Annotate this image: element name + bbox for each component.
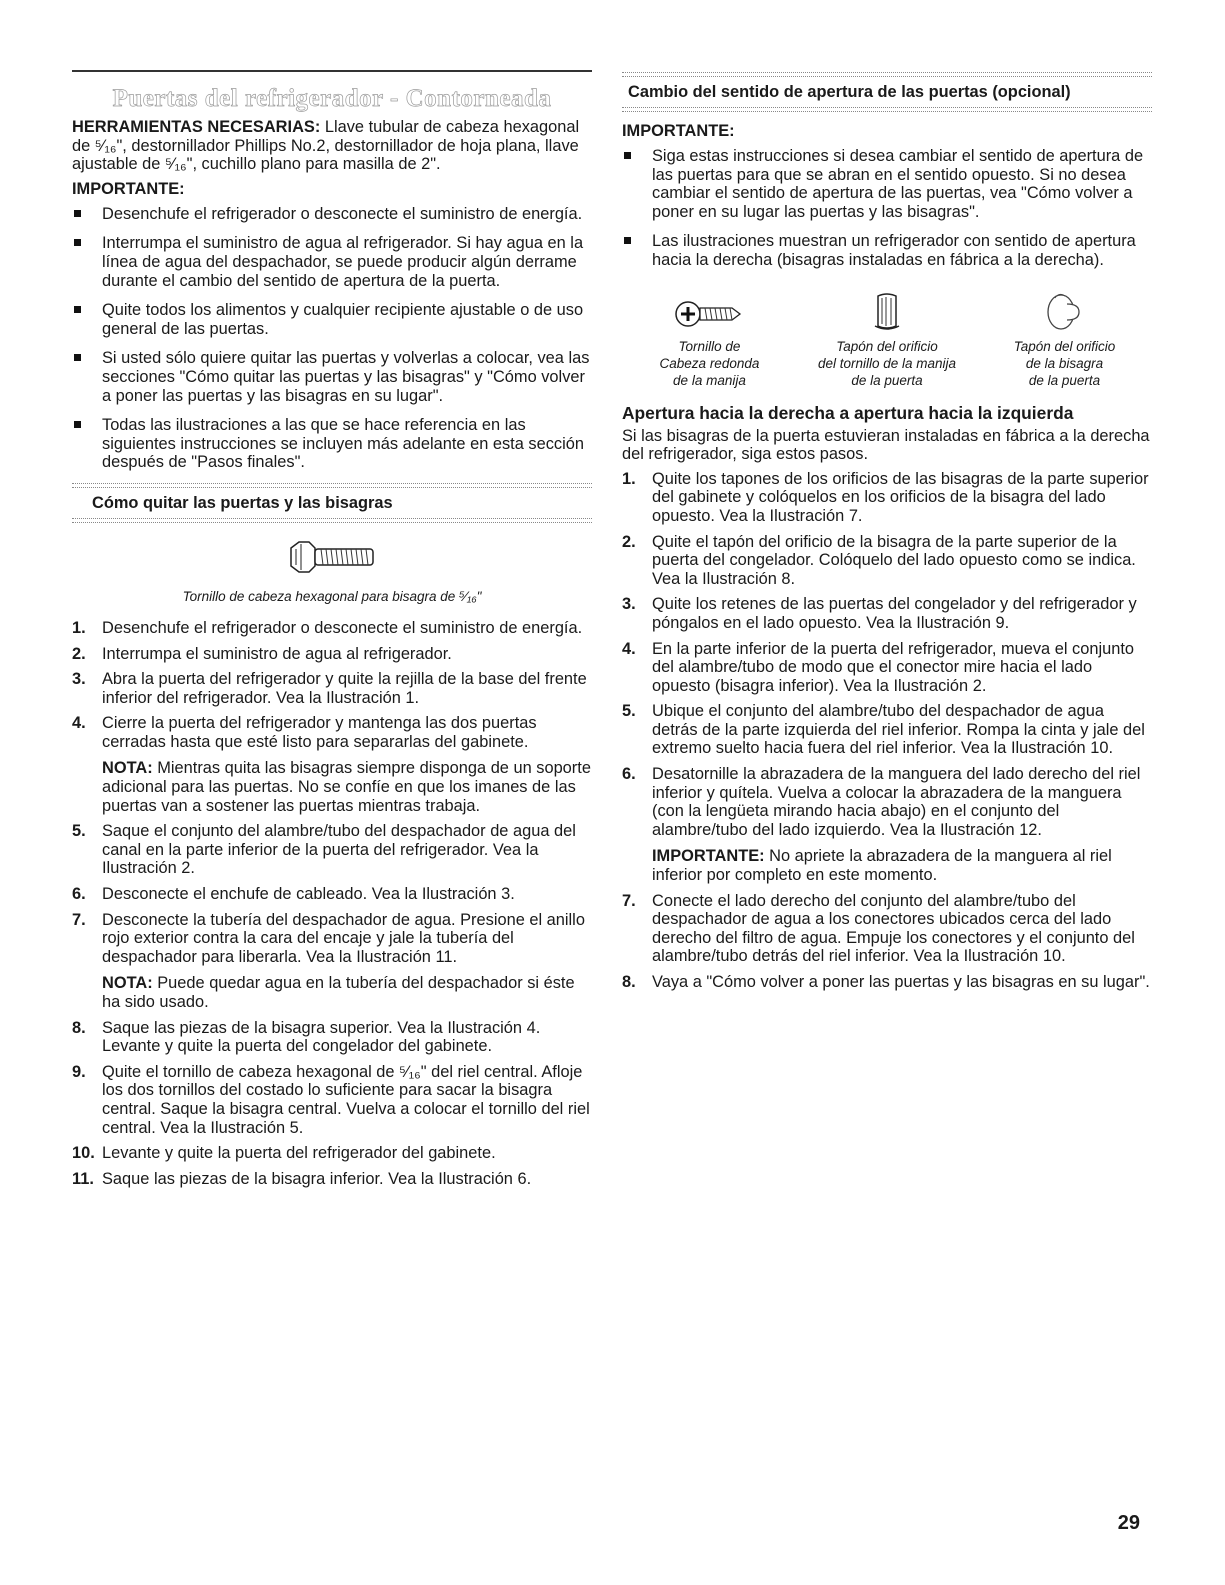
list-item: 5. Saque el conjunto del alambre/tubo del despachador de agua del canal en la parte inferior de la puerta del refrigerador. Vea la Ilustración 2. (72, 822, 576, 878)
list-item: Siga estas instrucciones si desea cambiar el sentido de apertura de las puertas para que se abran en el sentido opuesto. Si no desea cambiar el sentido de apertura de las puertas, vea "Cómo volver a poner en su lugar las puertas y las bisagras". (622, 147, 1152, 221)
right-column (622, 70, 1152, 999)
page-title: Puertas del refrigerador - Contorneada (112, 85, 552, 112)
bullet-icon (74, 421, 81, 428)
handle-screw-hole-plug-icon (872, 292, 902, 332)
list-item: 2. Quite el tapón del orificio de la bisagra de la parte superior de la puerta del congelador. Colóquelo del lado opuesto como se indica. Vea la Ilustración 8. (622, 532, 1136, 588)
top-rule (72, 70, 592, 72)
list-item: 5. Ubique el conjunto del alambre/tubo del despachador de agua detrás de la parte izquierda del riel inferior. Rompa la cinta y jale del extremo suelto hacia fuera del riel inferior. Vea la Ilustración 10. (622, 702, 1145, 758)
note: IMPORTANTE: No apriete la abrazadera de la manguera al riel inferior por completo en este momento. (652, 847, 1112, 885)
caption-line: Tapón del orificio (836, 338, 938, 354)
reverse-steps-list (622, 470, 1152, 992)
list-item: 9. Quite el tornillo de cabeza hexagonal de ⁵⁄₁₆" del riel central. Afloje los dos tornillos del costado lo suficiente para sacar la bisagra central. Saque la bisagra central. Vuelva a colocar el tornillo del riel central. Vea la Ilustración 5. (72, 1062, 590, 1137)
list-item: 7. Desconecte la tubería del despachador de agua. Presione el anillo rojo exterior contra la cara del encaje y jale la tubería del despachador para liberarla. Vea la Ilustración 11. NOTA: Puede quedar agua en la tubería del despachador si éste ha sido usado. (72, 911, 592, 1012)
caption-line: Cabeza redonda (659, 355, 760, 371)
hex-bolt-figure (72, 539, 592, 605)
bullet-icon (74, 239, 81, 246)
list-item: 6. Desatornille la abrazadera de la manguera del lado derecho del riel inferior y quítela. Vuelva a colocar la abrazadera de la manguera (con la lengüeta mirando hacia abajo) en el conjunto del alambre/tubo del lado izquierdo. Vea la Ilustración 12. IMPORTANTE: No apriete la abrazadera de la manguera al riel inferior por completo en este momento. (622, 765, 1152, 885)
bullet-icon (74, 306, 81, 313)
section-title: Cambio del sentido de apertura de las puertas (opcional) (628, 83, 1071, 101)
list-item: 1. Quite los tapones de los orificios de las bisagras de la parte superior del gabinete y colóquelos en los orificios de la bisagra del lado opuesto. Vea la Ilustración 7. (622, 469, 1149, 525)
left-column (72, 70, 592, 1195)
tools-paragraph (72, 118, 592, 174)
list-item: 4. En la parte inferior de la puerta del refrigerador, mueva el conjunto del alambre/tubo de modo que el conector mire hacia el lado opuesto (bisagra inferior). Vea la Ilustración 2. (622, 639, 1134, 695)
hinge-hole-plug-icon (1045, 288, 1085, 332)
caption-line: de la puerta (1028, 372, 1101, 388)
caption-line: de la puerta (851, 372, 923, 388)
parts-figures (622, 288, 1152, 389)
note: NOTA: Puede quedar agua en la tubería del despachador si éste ha sido usado. (102, 974, 575, 1011)
caption-line: de la manija (673, 372, 746, 388)
list-item: Quite todos los alimentos y cualquier recipiente ajustable o de uso general de las puertas. (72, 301, 592, 338)
list-item: 8. Saque las piezas de la bisagra superior. Vea la Ilustración 4. Levante y quite la puerta del congelador del gabinete. (72, 1018, 541, 1056)
important-heading: IMPORTANTE: (72, 179, 185, 198)
bullet-icon (624, 237, 631, 244)
intro-paragraph: Si las bisagras de la puerta estuvieran instaladas en fábrica a la derecha del refrigerador, siga estos pasos. (622, 426, 1150, 464)
list-item: 3. Quite los retenes de las puertas del congelador y del refrigerador y póngalos en el lado opuesto. Vea la Ilustración 9. (622, 595, 1137, 632)
list-item: Interrumpa el suministro de agua al refrigerador. Si hay agua en la línea de agua del despachador, se puede producir algún derrame durante el cambio del sentido de apertura de la puerta. (72, 234, 592, 290)
bullet-icon (74, 210, 81, 217)
caption-line: del tornillo de la manija (817, 355, 957, 371)
part-handle-screw-hole-plug (800, 288, 975, 389)
tools-text: Llave tubular de cabeza hexagonal de ⁵⁄₁₆", destornillador Phillips No.2, destornillador de hoja plana, llave ajustable de ⁵⁄₁₆", cuchillo plano para masilla de 2". (72, 118, 580, 174)
round-head-screw-icon (674, 296, 744, 332)
note: NOTA: Mientras quita las bisagras siempre disponga de un soporte adicional para las puertas. No se confíe en que los imanes de las puertas van a sostener las puertas mientras trabaja. (102, 759, 591, 815)
important-list (622, 147, 1152, 270)
part-round-head-screw (622, 288, 797, 389)
list-item: 3. Abra la puerta del refrigerador y quite la rejilla de la base del frente inferior del refrigerador. Vea la Ilustración 1. (72, 670, 587, 707)
list-item: Las ilustraciones muestran un refrigerador con sentido de apertura hacia la derecha (bisagras instaladas en fábrica a la derecha). (622, 232, 1152, 269)
remove-steps-list (72, 619, 592, 1188)
list-item: 8. Vaya a "Cómo volver a poner las puertas y las bisagras en su lugar". (622, 973, 1150, 991)
hex-bolt-caption: Tornillo de cabeza hexagonal para bisagra de ⁵⁄₁₆" (182, 588, 482, 604)
list-item: 11. Saque las piezas de la bisagra inferior. Vea la Ilustración 6. (72, 1169, 532, 1188)
caption-line: Tapón del orificio (1013, 338, 1116, 354)
list-item: 1. Desenchufe el refrigerador o desconecte el suministro de energía. (72, 618, 583, 637)
page-number: 29 (1117, 1512, 1140, 1534)
divider (72, 518, 592, 523)
section-reverse-doors (622, 72, 1152, 112)
hex-bolt-icon (287, 539, 377, 575)
list-item: Desenchufe el refrigerador o desconecte el suministro de energía. (72, 205, 592, 224)
important-heading: IMPORTANTE: (622, 122, 735, 140)
caption-line: de la bisagra (1025, 355, 1104, 371)
list-item: 7. Conecte el lado derecho del conjunto del alambre/tubo del despachador de agua a los conectores ubicados cerca del lado derecho del filtro de agua. Empuje los conectores y el conjunto del alambre/tubo detrás del riel inferior. Vea la Ilustración 10. (622, 891, 1135, 966)
section-title: Cómo quitar las puertas y las bisagras (92, 493, 393, 512)
list-item: 2. Interrumpa el suministro de agua al refrigerador. (72, 644, 452, 663)
list-item: 10. Levante y quite la puerta del refrigerador del gabinete. (72, 1144, 496, 1163)
bullet-icon (624, 152, 631, 159)
divider (622, 107, 1152, 112)
list-item: 6. Desconecte el enchufe de cableado. Vea la Ilustración 3. (72, 885, 515, 904)
bullet-icon (74, 354, 81, 361)
caption-line: Tornillo de (678, 338, 741, 354)
important-list (72, 205, 592, 472)
list-item: Todas las ilustraciones a las que se hace referencia en las siguientes instrucciones se incluyen más adelante en esta sección después de "Pasos finales". (72, 416, 592, 472)
list-item: 4. Cierre la puerta del refrigerador y mantenga las dos puertas cerradas hasta que esté listo para separarlas del gabinete. NOTA: Mientras quita las bisagras siempre disponga de un soporte adicional para las puertas. No se confíe en que los imanes de las puertas van a sostener las puertas mientras trabaja. (72, 714, 591, 815)
tools-label: HERRAMIENTAS NECESARIAS: (72, 118, 321, 136)
list-item: Si usted sólo quiere quitar las puertas y volverlas a colocar, vea las secciones "Cómo quitar las puertas y las bisagras" y "Cómo volver a poner las puertas y las bisagras en su lugar". (72, 349, 592, 405)
section-remove-doors (72, 483, 592, 523)
subheading: Apertura hacia la derecha a apertura hacia la izquierda (622, 402, 1074, 423)
part-hinge-hole-plug (977, 288, 1152, 389)
